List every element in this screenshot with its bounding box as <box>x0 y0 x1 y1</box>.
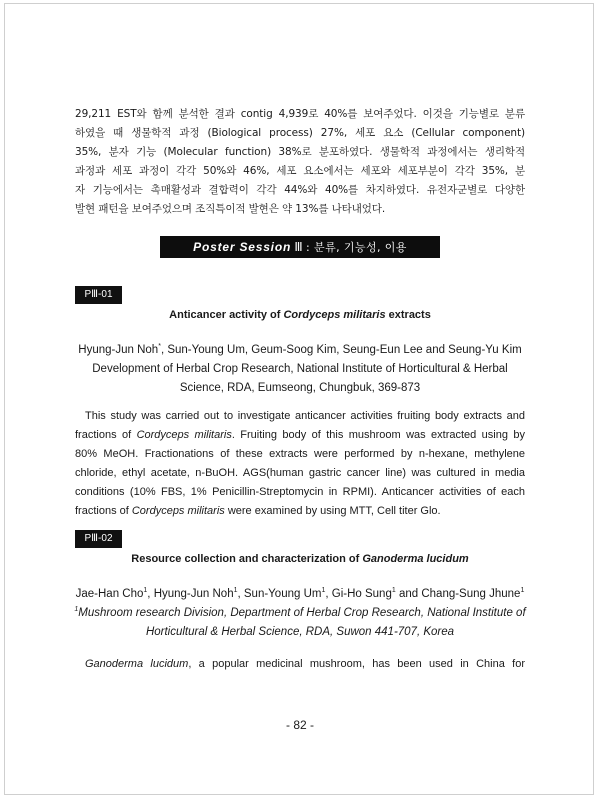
species-name: Cordyceps militaris <box>136 429 232 441</box>
author-separator: , <box>237 588 244 600</box>
author-name: Hyung-Jun Noh <box>153 588 234 600</box>
body-line <box>85 655 525 674</box>
body-text: fractions of <box>75 505 132 517</box>
author-line <box>60 341 540 360</box>
author-name: Chang-Sung Jhune <box>421 588 521 600</box>
body-text: were examined by using MTT, Cell titer Glo. <box>224 505 441 517</box>
species-name: Cordyceps militaris <box>131 505 225 517</box>
author-name: Sun-Young Um <box>243 588 322 600</box>
session-banner-numeral: Ⅲ <box>294 240 303 254</box>
session-banner <box>160 236 440 258</box>
abstract-title-text: Resource collection and characterization of <box>131 553 363 565</box>
intro-line: 발현 패턴을 보여주었으며 조직특이적 발현은 약 13%를 나타내었다. <box>75 203 386 215</box>
affiliation-mark: 1 <box>520 587 525 594</box>
affiliation-line <box>60 604 540 623</box>
intro-line: 하였을 때 생물학적 과정 (Biological process) 27%, 세포 요소 (Cellular component) <box>75 127 525 139</box>
author-name: Gi-Ho Sung <box>331 588 392 600</box>
abstract-title-species: Ganoderma lucidum <box>362 553 469 565</box>
body-line: 80% MeOH. Fractionations of these extracts were performed by n-hexane, methylene <box>75 448 525 460</box>
session-banner-title: Poster Session <box>193 240 292 254</box>
body-text: fractions of <box>75 429 137 441</box>
body-text: . Fruiting body of this mushroom was extracted using by <box>231 429 526 441</box>
author-names: , Sun-Young Um, Geum-Soog Kim, Seung-Eun Lee and Seung-Yu Kim <box>160 344 522 356</box>
affiliation-text: Mushroom research Division, Department of Herbal Crop Research, National Institute of <box>78 607 526 619</box>
intro-line: 자 기능에서는 촉매활성과 결합력이 각각 44%와 40%를 차지하였다. 유전자군별로 다양한 <box>75 184 525 196</box>
abstract-tag: PⅢ-02 <box>75 530 122 548</box>
abstract-title-text: Anticancer activity of <box>169 309 284 321</box>
species-name: Ganoderma lucidum <box>85 658 189 670</box>
intro-line: 과정과 세포 과정이 각각 50%와 46%, 세포 요소에서는 세포와 세포부분이 각각 35%, 분 <box>75 165 525 177</box>
body-line <box>75 502 525 521</box>
body-text: , a popular medicinal mushroom, has been used in China for <box>188 658 525 670</box>
page-number: - 82 - <box>285 718 314 732</box>
affiliation-line: Development of Herbal Crop Research, National Institute of Horticultural & Herbal <box>92 363 508 375</box>
author-name: Hyung-Jun Noh <box>78 344 159 356</box>
body-line: conditions (10% FBS, 1% Penicillin-Streptomycin in RPMI). Anticancer activities of each <box>75 486 525 498</box>
intro-line: 29,211 EST와 함께 분석한 결과 contig 4,939로 40%를 보여주었다. 이것을 기능별로 분류 <box>75 108 525 120</box>
affiliation-mark: 1 <box>321 587 326 594</box>
author-separator: , <box>147 588 154 600</box>
body-line: This study was carried out to investigate anticancer activities fruiting body extracts and <box>85 410 525 422</box>
affiliation-mark: 1 <box>391 587 396 594</box>
abstract-title-text: extracts <box>385 309 431 321</box>
author-separator: and <box>395 588 422 600</box>
author-name: Jae-Han Cho <box>75 588 144 600</box>
affiliation-line: Science, RDA, Eumseong, Chungbuk, 369-873 <box>179 382 421 394</box>
abstract-tag: PⅢ-01 <box>75 286 122 304</box>
abstract-title-species: Cordyceps militaris <box>283 309 386 321</box>
corresponding-mark: * <box>158 343 161 350</box>
intro-line: 35%, 분자 기능 (Molecular function) 38%로 분포하였다. 생물학적 과정에서는 생리학적 <box>75 146 525 158</box>
session-banner-subtitle: : 분류, 기능성, 이용 <box>306 241 407 254</box>
affiliation-line: Horticultural & Herbal Science, RDA, Suwon 441-707, Korea <box>145 626 455 638</box>
affiliation-mark: 1 <box>74 606 79 613</box>
author-line <box>60 585 540 604</box>
affiliation-mark: 1 <box>233 587 238 594</box>
author-separator: , <box>325 588 332 600</box>
abstract-title <box>60 307 540 323</box>
body-line: chloride, ethyl acetate, n-BuOH. AGS(human gastric cancer line) was cultured in media <box>75 467 525 479</box>
abstract-title <box>60 551 540 567</box>
affiliation-mark: 1 <box>143 587 148 594</box>
body-line <box>75 426 525 445</box>
